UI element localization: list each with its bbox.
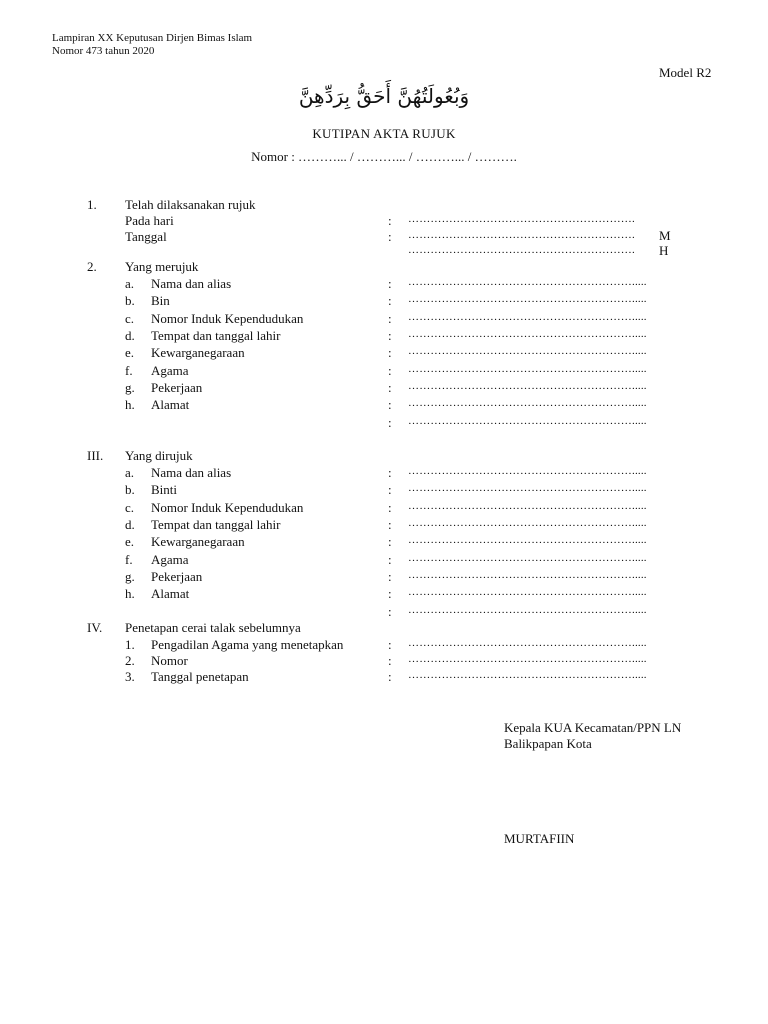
field-dots: ……………………………………………………..... bbox=[408, 345, 647, 358]
field-label: Agama bbox=[151, 551, 189, 567]
field-label: Nomor bbox=[151, 653, 188, 669]
field-dots: ……………………………………………………..... bbox=[408, 310, 647, 323]
field-label: Tempat dan tanggal lahir bbox=[151, 516, 281, 532]
field-letter: b. bbox=[125, 482, 135, 498]
field-dots: ……………………………………………………..... bbox=[408, 362, 647, 375]
field-label: Tanggal penetapan bbox=[151, 669, 249, 685]
section-1-number: 1. bbox=[87, 197, 97, 212]
field-colon: : bbox=[388, 229, 392, 244]
field-label: Pekerjaan bbox=[151, 568, 203, 584]
field-colon: : bbox=[388, 397, 392, 413]
field-colon: : bbox=[388, 379, 392, 395]
field-dots: ……………………………………………………. bbox=[408, 229, 635, 241]
field-colon: : bbox=[388, 653, 392, 669]
field-label: Pengadilan Agama yang menetapkan bbox=[151, 637, 344, 652]
section-3-title: Yang dirujuk bbox=[125, 448, 193, 463]
field-letter: b. bbox=[125, 293, 135, 309]
field-colon: : bbox=[388, 327, 392, 343]
field-dots: ……………………………………………………..... bbox=[408, 499, 647, 512]
field-letter: g. bbox=[125, 379, 135, 395]
field-letter: d. bbox=[125, 327, 135, 343]
field-pada-hari-label: Pada hari bbox=[125, 213, 174, 228]
arabic-verse: وَبُعُولَتُهُنَّ أَحَقُّ بِرَدِّهِنَّ bbox=[298, 84, 470, 108]
field-colon: : bbox=[388, 213, 392, 228]
field-colon: : bbox=[388, 551, 392, 567]
field-label: Alamat bbox=[151, 586, 190, 602]
field-colon: : bbox=[388, 310, 392, 326]
field-label: Alamat bbox=[151, 397, 190, 413]
field-letter: a. bbox=[125, 465, 135, 480]
field-dots: ……………………………………………………. bbox=[408, 213, 635, 225]
section-4-number: IV. bbox=[87, 620, 103, 635]
field-colon: : bbox=[388, 345, 392, 361]
field-colon: : bbox=[388, 568, 392, 584]
field-dots: ……………………………………………………..... bbox=[408, 669, 647, 682]
field-letter: 3. bbox=[125, 669, 135, 685]
section-1-title: Telah dilaksanakan rujuk bbox=[125, 197, 256, 212]
field-dots: ……………………………………………………..... bbox=[408, 534, 647, 547]
field-dots: ……………………………………………………..... bbox=[408, 465, 647, 477]
field-letter: a. bbox=[125, 276, 135, 291]
field-letter: f. bbox=[125, 551, 133, 567]
field-dots: ……………………………………………………..... bbox=[408, 482, 647, 495]
field-colon: : bbox=[388, 534, 392, 550]
field-letter: h. bbox=[125, 397, 135, 413]
field-dots: ……………………………………………………..... bbox=[408, 653, 647, 666]
field-dots: ……………………………………………………..... bbox=[408, 568, 647, 581]
field-letter: d. bbox=[125, 516, 135, 532]
field-dots: ……………………………………………………..... bbox=[408, 327, 647, 340]
field-colon: : bbox=[388, 516, 392, 532]
field-label: Agama bbox=[151, 362, 189, 378]
model-label: Model R2 bbox=[659, 65, 712, 80]
field-label: Pekerjaan bbox=[151, 379, 203, 395]
field-dots: ……………………………………………………..... bbox=[408, 637, 647, 649]
field-letter: g. bbox=[125, 568, 135, 584]
signature-title: Kepala KUA Kecamatan/PPN LN bbox=[504, 720, 682, 735]
field-letter: f. bbox=[125, 362, 133, 378]
section-2-title: Yang merujuk bbox=[125, 259, 199, 274]
field-colon: : bbox=[388, 465, 392, 480]
masehi-suffix: M bbox=[659, 228, 671, 243]
field-label: Kewarganegaraan bbox=[151, 534, 245, 550]
section-2-number: 2. bbox=[87, 259, 97, 274]
field-dots: ……………………………………………………..... bbox=[408, 604, 647, 616]
field-colon: : bbox=[388, 482, 392, 498]
field-colon: : bbox=[388, 586, 392, 602]
field-label: Nomor Induk Kependudukan bbox=[151, 310, 304, 326]
field-label: Nama dan alias bbox=[151, 465, 232, 480]
field-dots: ……………………………………………………..... bbox=[408, 276, 647, 288]
field-dots: ……………………………………………………..... bbox=[408, 586, 647, 599]
field-dots: ……………………………………………………..... bbox=[408, 379, 647, 392]
signature-name: MURTAFIIN bbox=[504, 831, 575, 846]
header-line-1: Lampiran XX Keputusan Dirjen Bimas Islam bbox=[52, 32, 253, 44]
header-line-2: Nomor 473 tahun 2020 bbox=[52, 45, 155, 57]
field-letter: 1. bbox=[125, 637, 135, 652]
field-letter: e. bbox=[125, 345, 135, 361]
field-dots: ……………………………………………………..... bbox=[408, 415, 647, 427]
document-title: KUTIPAN AKTA RUJUK bbox=[312, 126, 456, 141]
field-dots: ……………………………………………………..... bbox=[408, 551, 647, 564]
field-label: Nomor Induk Kependudukan bbox=[151, 499, 304, 515]
field-colon: : bbox=[388, 276, 392, 291]
field-colon: : bbox=[388, 293, 392, 309]
document-number: Nomor : ………... / ………... / ………... / ………. bbox=[251, 149, 517, 164]
field-label: Kewarganegaraan bbox=[151, 345, 245, 361]
field-letter: h. bbox=[125, 586, 135, 602]
field-letter: 2. bbox=[125, 653, 135, 669]
field-letter: c. bbox=[125, 310, 135, 326]
field-dots: ……………………………………………………..... bbox=[408, 516, 647, 529]
field-colon: : bbox=[388, 669, 392, 685]
section-4-title: Penetapan cerai talak sebelumnya bbox=[125, 620, 301, 635]
field-dots: ……………………………………………………..... bbox=[408, 397, 647, 410]
field-dots: ……………………………………………………..... bbox=[408, 293, 647, 306]
field-label: Binti bbox=[151, 482, 178, 498]
hijri-suffix: H bbox=[659, 243, 669, 258]
field-colon: : bbox=[388, 362, 392, 378]
field-dots: ……………………………………………………. bbox=[408, 244, 635, 256]
field-letter: c. bbox=[125, 499, 135, 515]
field-colon: : bbox=[388, 499, 392, 515]
field-colon: : bbox=[388, 415, 392, 430]
field-letter: e. bbox=[125, 534, 135, 550]
field-colon: : bbox=[388, 637, 392, 652]
section-3-number: III. bbox=[87, 448, 104, 463]
field-label: Bin bbox=[151, 293, 170, 309]
field-label: Tempat dan tanggal lahir bbox=[151, 327, 281, 343]
field-colon: : bbox=[388, 604, 392, 619]
field-label: Nama dan alias bbox=[151, 276, 232, 291]
signature-location: Balikpapan Kota bbox=[504, 736, 592, 751]
field-tanggal-label: Tanggal bbox=[125, 229, 167, 244]
